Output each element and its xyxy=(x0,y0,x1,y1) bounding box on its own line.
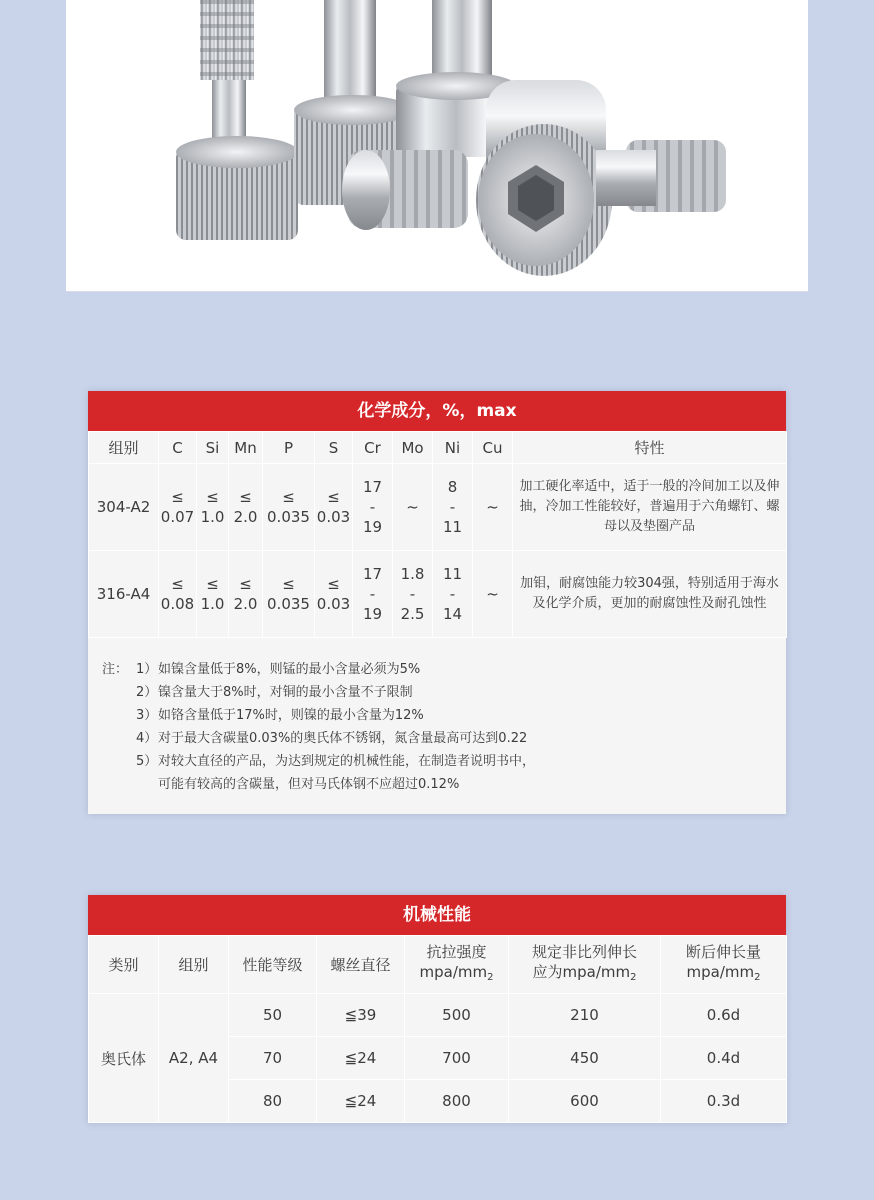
ni-cell: 11 - 14 xyxy=(433,551,473,638)
table-row xyxy=(89,994,787,1037)
mech-table-title: 机械性能 xyxy=(88,895,786,935)
c-cell: ≤ 0.08 xyxy=(159,551,197,638)
header-elongation: 断后伸长量 mpa/$mm_2$ xyxy=(661,936,787,994)
header-property: 特性 xyxy=(513,432,787,464)
elongation-cell: 0.6d xyxy=(661,994,787,1037)
elongation-cell: 0.3d xyxy=(661,1080,787,1123)
mo-cell: 1.8 - 2.5 xyxy=(393,551,433,638)
cr-cell: 17 - 19 xyxy=(353,464,393,551)
mech-properties-panel xyxy=(88,895,786,1123)
tensile-cell: 800 xyxy=(405,1080,509,1123)
table-row xyxy=(89,551,787,638)
header-s: S xyxy=(315,432,353,464)
yield-cell: 210 xyxy=(509,994,661,1037)
socket-cap-screws-illustration xyxy=(66,0,808,292)
mech-header-row xyxy=(89,936,787,994)
elongation-cell: 0.4d xyxy=(661,1037,787,1080)
grade-cell: 304-A2 xyxy=(89,464,159,551)
note-prefix: 注： xyxy=(102,662,129,677)
p-cell: ≤ 0.035 xyxy=(263,551,315,638)
note-item: 2） 镍含量大于8%时，对铜的最小含量不子限制 xyxy=(136,685,413,700)
note-item: 3） 如铬含量低于17%时，则镍的最小含量为12% xyxy=(136,708,424,723)
property-cell: 加工硬化率适中，适于一般的冷间加工以及伸抽，冷加工性能较好，普遍用于六角螺钉、螺母以及垫圈产品 xyxy=(513,464,787,551)
ni-cell: 8 - 11 xyxy=(433,464,473,551)
note-item: 4） 对于最大含碳量0.03%的奥氏体不锈钢，氮含量最高可达到0.22 xyxy=(136,731,528,746)
mn-cell: ≤ 2.0 xyxy=(229,551,263,638)
grade-cell: 316-A4 xyxy=(89,551,159,638)
chem-composition-table xyxy=(88,431,787,638)
thread-cell: ≦24 xyxy=(317,1037,405,1080)
header-ni: Ni xyxy=(433,432,473,464)
cr-cell: 17 - 19 xyxy=(353,551,393,638)
note-item: 5） 对较大直径的产品，为达到规定的机械性能，在制造者说明书中， xyxy=(136,754,536,769)
chem-notes xyxy=(88,638,786,814)
mo-cell: ~ xyxy=(393,464,433,551)
p-cell: ≤ 0.035 xyxy=(263,464,315,551)
tensile-cell: 500 xyxy=(405,994,509,1037)
si-cell: ≤ 1.0 xyxy=(197,464,229,551)
yield-cell: 600 xyxy=(509,1080,661,1123)
header-mo: Mo xyxy=(393,432,433,464)
cu-cell: ~ xyxy=(473,464,513,551)
s-cell: ≤ 0.03 xyxy=(315,551,353,638)
category-cell: 奥氏体 xyxy=(89,994,159,1123)
c-cell: ≤ 0.07 xyxy=(159,464,197,551)
group-cell: A2, A4 xyxy=(159,994,229,1123)
header-c: C xyxy=(159,432,197,464)
header-si: Si xyxy=(197,432,229,464)
header-tensile-strength: 抗拉强度 mpa/$mm_2$ xyxy=(405,936,509,994)
chem-table-title: 化学成分，%，max xyxy=(88,391,786,431)
table-row xyxy=(89,464,787,551)
chem-composition-panel xyxy=(88,391,786,814)
grade-cell: 70 xyxy=(229,1037,317,1080)
header-mn: Mn xyxy=(229,432,263,464)
header-cr: Cr xyxy=(353,432,393,464)
chem-header-row xyxy=(89,432,787,464)
mn-cell: ≤ 2.0 xyxy=(229,464,263,551)
note-item: 注： 1） 如镍含量低于8%，则锰的最小含量必须为5% xyxy=(102,658,772,681)
header-performance-grade: 性能等级 xyxy=(229,936,317,994)
property-cell: 加钼，耐腐蚀能力较304强，特别适用于海水及化学介质，更加的耐腐蚀性及耐孔蚀性 xyxy=(513,551,787,638)
header-thread-diameter: 螺丝直径 xyxy=(317,936,405,994)
si-cell: ≤ 1.0 xyxy=(197,551,229,638)
tensile-cell: 700 xyxy=(405,1037,509,1080)
thread-cell: ≦39 xyxy=(317,994,405,1037)
header-yield-strength: 规定非比列伸长 应为mpa/$mm_2$ xyxy=(509,936,661,994)
grade-cell: 50 xyxy=(229,994,317,1037)
mech-properties-table xyxy=(88,935,787,1123)
thread-cell: ≦24 xyxy=(317,1080,405,1123)
yield-cell: 450 xyxy=(509,1037,661,1080)
product-photo xyxy=(66,0,808,292)
note-continuation: 可能有较高的含碳量，但对马氏体钢不应超过0.12% xyxy=(158,777,460,792)
cu-cell: ~ xyxy=(473,551,513,638)
grade-cell: 80 xyxy=(229,1080,317,1123)
header-group: 组别 xyxy=(159,936,229,994)
header-grade: 组别 xyxy=(89,432,159,464)
s-cell: ≤ 0.03 xyxy=(315,464,353,551)
header-category: 类别 xyxy=(89,936,159,994)
header-cu: Cu xyxy=(473,432,513,464)
header-p: P xyxy=(263,432,315,464)
